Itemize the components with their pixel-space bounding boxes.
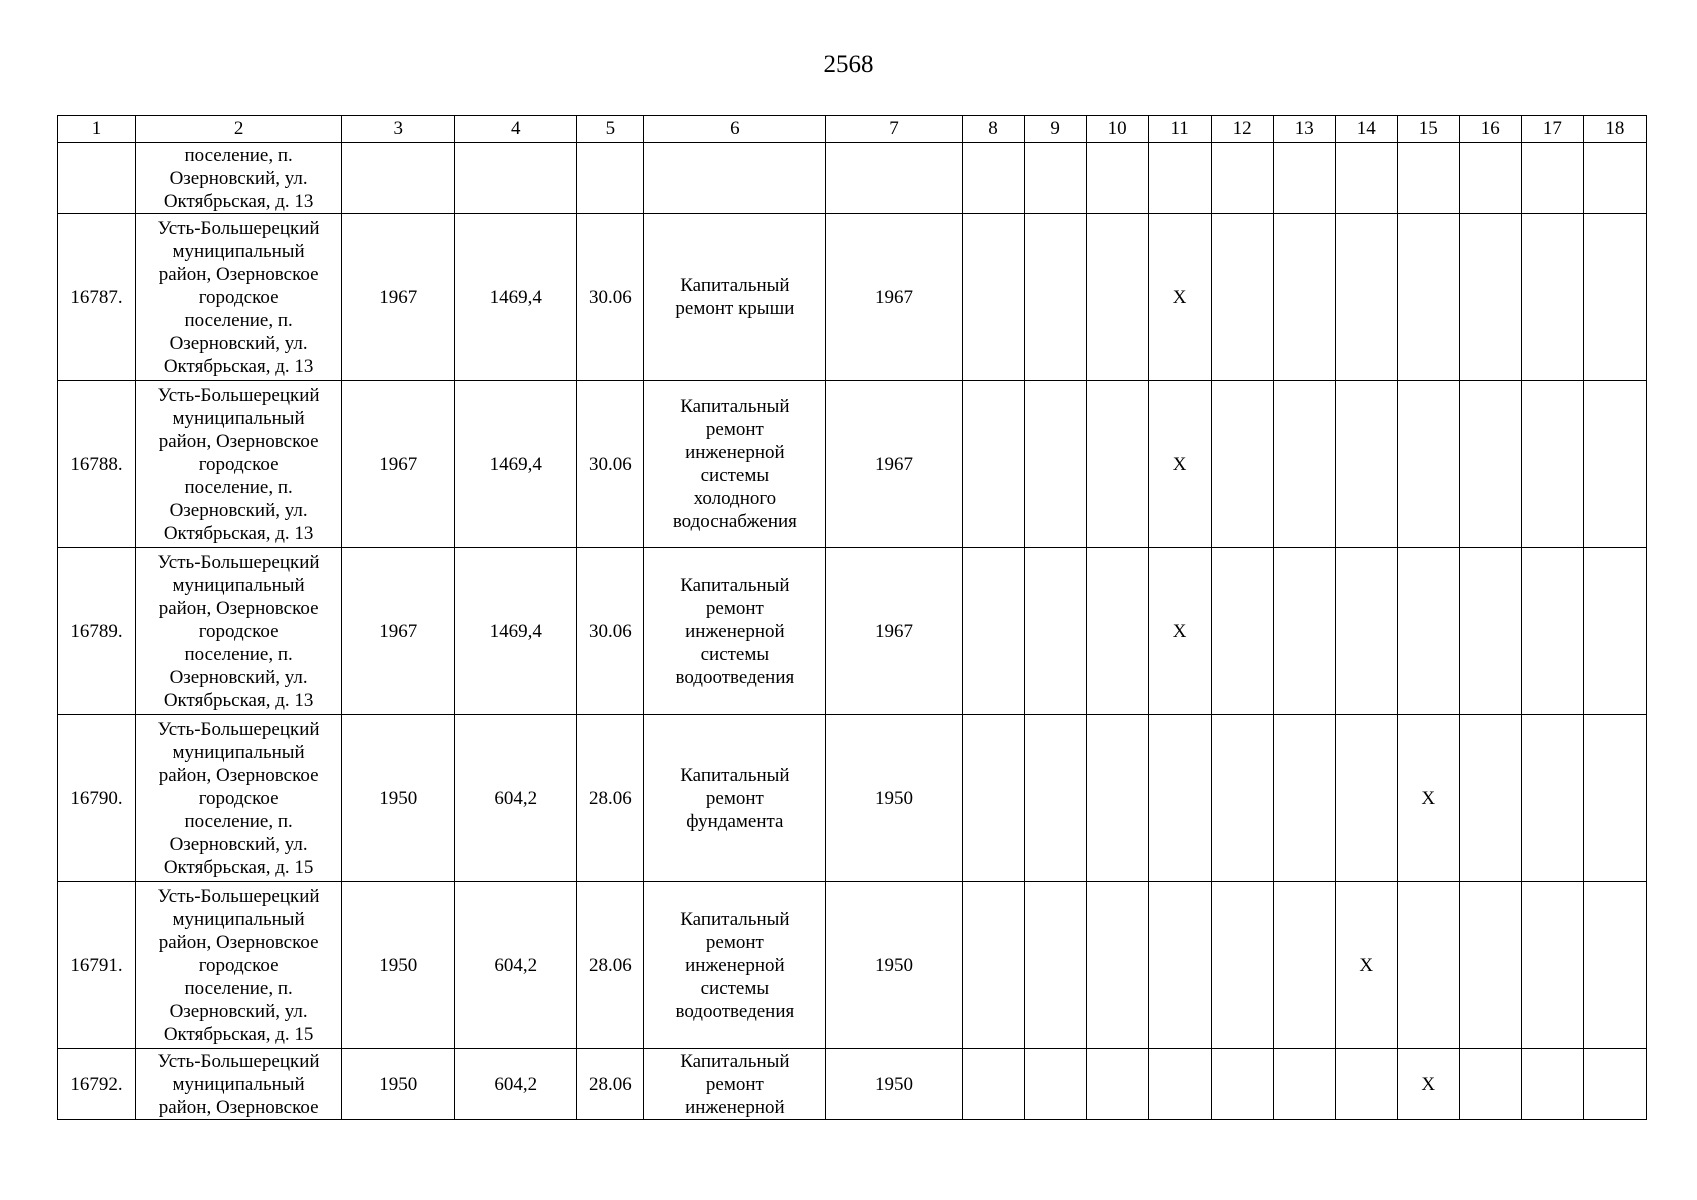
- wear-cell: 30.06: [577, 381, 644, 548]
- address-cell-line: Октябрьская, д. 13: [163, 355, 314, 377]
- empty-cell: [1583, 548, 1646, 715]
- work-type-cell-line: Капитальный: [680, 574, 790, 596]
- wear-cell: 30.06: [577, 548, 644, 715]
- column-header: 8: [962, 116, 1024, 143]
- empty-cell: [1521, 214, 1583, 381]
- column-header: 15: [1397, 116, 1459, 143]
- empty-cell: [1024, 381, 1086, 548]
- address-cell: [136, 143, 342, 214]
- row-number-cell: 16787.: [58, 214, 136, 381]
- empty-cell: [1521, 882, 1583, 1049]
- work-type-cell-line: инженерной: [685, 954, 785, 976]
- empty-cell: [1024, 548, 1086, 715]
- address-cell-line: городское: [198, 787, 279, 809]
- address-cell-line: район, Озерновское: [158, 597, 319, 619]
- address-cell-line: муниципальный: [172, 240, 305, 262]
- column-header: 1: [58, 116, 136, 143]
- empty-cell: [1148, 715, 1211, 882]
- address-cell: [136, 882, 342, 1049]
- work-type-cell: [644, 214, 826, 381]
- empty-cell: [1583, 1049, 1646, 1120]
- empty-cell: [1335, 548, 1397, 715]
- empty-cell: [1521, 715, 1583, 882]
- empty-cell: [1459, 882, 1521, 1049]
- column-header: 9: [1024, 116, 1086, 143]
- column-header: 5: [577, 116, 644, 143]
- work-type-cell: [644, 715, 826, 882]
- work-type-cell-line: ремонт: [705, 419, 764, 440]
- schedule-mark-cell: X: [1148, 381, 1211, 548]
- empty-cell: [962, 882, 1024, 1049]
- work-type-cell: [644, 381, 826, 548]
- empty-cell: [1211, 381, 1273, 548]
- work-type-cell-line: системы: [700, 465, 770, 486]
- address-cell-line: Озерновский, ул.: [169, 499, 308, 521]
- empty-cell: [1397, 214, 1459, 381]
- area-cell: 604,2: [455, 1049, 577, 1120]
- address-cell-line: Октябрьская, д. 15: [163, 1023, 314, 1045]
- empty-cell: [1397, 381, 1459, 548]
- empty-cell: [1335, 1049, 1397, 1120]
- empty-cell: [1335, 143, 1397, 214]
- work-type-cell-line: водоотведения: [675, 666, 795, 688]
- column-header: 10: [1086, 116, 1148, 143]
- empty-cell: [1211, 214, 1273, 381]
- empty-cell: [1024, 882, 1086, 1049]
- empty-cell: [1273, 715, 1335, 882]
- empty-cell: [1211, 143, 1273, 214]
- work-type-cell-line: инженерной: [685, 442, 785, 463]
- address-cell-line: Октябрьская, д. 13: [163, 190, 314, 212]
- empty-cell: [962, 143, 1024, 214]
- empty-cell: [1521, 381, 1583, 548]
- empty-cell: [1273, 214, 1335, 381]
- schedule-mark-cell: X: [1335, 882, 1397, 1049]
- repair-schedule-table: [57, 115, 1647, 1120]
- empty-cell: [1583, 882, 1646, 1049]
- address-cell-line: поселение, п.: [184, 144, 293, 166]
- address-cell-line: Октябрьская, д. 13: [163, 689, 314, 711]
- empty-cell: [1148, 882, 1211, 1049]
- empty-cell: [1211, 548, 1273, 715]
- empty-cell: [1086, 548, 1148, 715]
- empty-cell: [1211, 715, 1273, 882]
- work-type-cell: [644, 882, 826, 1049]
- year-commission-cell: 1967: [826, 381, 962, 548]
- empty-cell: [1397, 548, 1459, 715]
- year-commission-cell: 1967: [826, 548, 962, 715]
- address-cell-line: городское: [198, 286, 279, 308]
- empty-cell: [1335, 715, 1397, 882]
- area-cell: 604,2: [455, 882, 577, 1049]
- schedule-mark-cell: X: [1148, 214, 1211, 381]
- column-header: 3: [342, 116, 455, 143]
- empty-cell: [1148, 1049, 1211, 1120]
- empty-cell: [1459, 1049, 1521, 1120]
- table-row-continuation: [58, 143, 1647, 214]
- year-built-cell: 1967: [342, 381, 455, 548]
- empty-cell: [962, 1049, 1024, 1120]
- empty-cell: [1583, 143, 1646, 214]
- work-type-cell-line: Капитальный: [680, 396, 790, 417]
- empty-cell: [1459, 381, 1521, 548]
- address-cell-line: городское: [198, 453, 279, 475]
- work-type-cell-line: ремонт: [705, 931, 764, 953]
- column-header: 6: [644, 116, 826, 143]
- table-row: [58, 882, 1647, 1049]
- year-commission-cell: 1950: [826, 882, 962, 1049]
- address-cell-line: Озерновский, ул.: [169, 167, 308, 189]
- empty-cell: [1086, 715, 1148, 882]
- column-header: 17: [1521, 116, 1583, 143]
- table-row: [58, 381, 1647, 548]
- work-type-cell-line: инженерной: [685, 620, 785, 642]
- empty-cell: [577, 143, 644, 214]
- empty-cell: [1521, 143, 1583, 214]
- column-header: 11: [1148, 116, 1211, 143]
- empty-cell: [1273, 381, 1335, 548]
- empty-cell: [1086, 214, 1148, 381]
- work-type-cell-line: ремонт: [705, 1073, 764, 1095]
- table-row: [58, 548, 1647, 715]
- address-cell-line: Озерновский, ул.: [169, 332, 308, 354]
- address-cell-line: муниципальный: [172, 407, 305, 429]
- empty-cell: [1273, 143, 1335, 214]
- row-number-cell: 16789.: [58, 548, 136, 715]
- area-cell: 1469,4: [455, 548, 577, 715]
- address-cell-line: Озерновский, ул.: [169, 833, 308, 855]
- work-type-cell-line: системы: [700, 643, 770, 665]
- address-cell-line: Октябрьская, д. 13: [163, 522, 314, 544]
- address-cell-line: район, Озерновское: [158, 1096, 319, 1118]
- column-header: 14: [1335, 116, 1397, 143]
- wear-cell: 30.06: [577, 214, 644, 381]
- work-type-cell-line: системы: [700, 977, 770, 999]
- schedule-mark-cell: X: [1148, 548, 1211, 715]
- empty-cell: [1459, 715, 1521, 882]
- empty-cell: [1273, 548, 1335, 715]
- address-cell-line: Усть-Большерецкий: [157, 551, 320, 573]
- table-body: [58, 143, 1647, 1120]
- work-type-cell-line: ремонт: [705, 597, 764, 619]
- year-built-cell: 1950: [342, 715, 455, 882]
- area-cell: 1469,4: [455, 214, 577, 381]
- page-number: 2568: [823, 51, 874, 78]
- empty-cell: [1459, 548, 1521, 715]
- row-number-cell: 16790.: [58, 715, 136, 882]
- address-cell: [136, 214, 342, 381]
- row-number-cell: 16792.: [58, 1049, 136, 1120]
- year-built-cell: 1950: [342, 882, 455, 1049]
- column-header: 4: [455, 116, 577, 143]
- empty-cell: [1086, 381, 1148, 548]
- address-cell: [136, 548, 342, 715]
- empty-cell: [1024, 715, 1086, 882]
- row-number-cell: 16788.: [58, 381, 136, 548]
- empty-cell: [1273, 1049, 1335, 1120]
- schedule-mark-cell: X: [1397, 715, 1459, 882]
- empty-cell: [962, 381, 1024, 548]
- address-cell-line: Озерновский, ул.: [169, 666, 308, 688]
- work-type-cell-line: водоснабжения: [672, 511, 797, 532]
- column-header: 18: [1583, 116, 1646, 143]
- empty-cell: [962, 715, 1024, 882]
- year-built-cell: 1967: [342, 548, 455, 715]
- empty-cell: [1024, 1049, 1086, 1120]
- schedule-mark-cell: X: [1397, 1049, 1459, 1120]
- empty-cell: [1583, 214, 1646, 381]
- area-cell: 604,2: [455, 715, 577, 882]
- empty-cell: [1024, 143, 1086, 214]
- address-cell: [136, 715, 342, 882]
- address-cell-line: Усть-Большерецкий: [157, 718, 320, 740]
- address-cell-line: поселение, п.: [184, 977, 293, 999]
- year-commission-cell: 1950: [826, 1049, 962, 1120]
- address-cell-line: район, Озерновское: [158, 263, 319, 285]
- address-cell-line: Октябрьская, д. 15: [163, 856, 314, 878]
- table-row: [58, 1049, 1647, 1120]
- work-type-cell-line: Капитальный: [680, 764, 790, 786]
- year-commission-cell: 1967: [826, 214, 962, 381]
- column-number-header-row: [58, 116, 1647, 143]
- year-commission-cell: 1950: [826, 715, 962, 882]
- empty-cell: [1397, 143, 1459, 214]
- empty-cell: [1024, 214, 1086, 381]
- work-type-cell-line: Капитальный: [680, 1050, 790, 1072]
- empty-cell: [1273, 882, 1335, 1049]
- empty-cell: [1583, 381, 1646, 548]
- address-cell-line: муниципальный: [172, 908, 305, 930]
- wear-cell: 28.06: [577, 715, 644, 882]
- address-cell-line: городское: [198, 620, 279, 642]
- work-type-cell-line: инженерной: [685, 1096, 785, 1118]
- empty-cell: [1086, 143, 1148, 214]
- work-type-cell-line: холодного: [693, 488, 777, 509]
- address-cell-line: поселение, п.: [184, 309, 293, 331]
- empty-cell: [1335, 381, 1397, 548]
- address-cell-line: район, Озерновское: [158, 764, 319, 786]
- column-header: 7: [826, 116, 962, 143]
- address-cell: [136, 1049, 342, 1120]
- empty-cell: [644, 143, 826, 214]
- address-cell-line: поселение, п.: [184, 476, 293, 498]
- wear-cell: 28.06: [577, 882, 644, 1049]
- table-row: [58, 214, 1647, 381]
- empty-cell: [1148, 143, 1211, 214]
- address-cell-line: муниципальный: [172, 741, 305, 763]
- empty-cell: [1521, 548, 1583, 715]
- empty-cell: [1521, 1049, 1583, 1120]
- area-cell: 1469,4: [455, 381, 577, 548]
- empty-cell: [962, 548, 1024, 715]
- empty-cell: [1086, 882, 1148, 1049]
- address-cell: [136, 381, 342, 548]
- empty-cell: [1459, 143, 1521, 214]
- address-cell-line: район, Озерновское: [158, 931, 319, 953]
- year-built-cell: 1967: [342, 214, 455, 381]
- column-header: 12: [1211, 116, 1273, 143]
- address-cell-line: городское: [198, 954, 279, 976]
- row-number-cell: 16791.: [58, 882, 136, 1049]
- work-type-cell-line: фундамента: [686, 810, 784, 832]
- address-cell-line: Усть-Большерецкий: [157, 885, 320, 907]
- work-type-cell-line: Капитальный: [680, 908, 790, 930]
- work-type-cell-line: ремонт: [705, 787, 764, 809]
- row-number-cell: [58, 143, 136, 214]
- address-cell-line: Озерновский, ул.: [169, 1000, 308, 1022]
- address-cell-line: муниципальный: [172, 574, 305, 596]
- address-cell-line: поселение, п.: [184, 643, 293, 665]
- work-type-cell-line: ремонт крыши: [675, 298, 795, 319]
- empty-cell: [826, 143, 962, 214]
- empty-cell: [1211, 882, 1273, 1049]
- empty-cell: [1335, 214, 1397, 381]
- empty-cell: [1086, 1049, 1148, 1120]
- empty-cell: [1211, 1049, 1273, 1120]
- empty-cell: [1583, 715, 1646, 882]
- column-header: 2: [136, 116, 342, 143]
- address-cell-line: поселение, п.: [184, 810, 293, 832]
- address-cell-line: Усть-Большерецкий: [157, 384, 320, 406]
- table-row: [58, 715, 1647, 882]
- empty-cell: [455, 143, 577, 214]
- column-header: 13: [1273, 116, 1335, 143]
- empty-cell: [962, 214, 1024, 381]
- empty-cell: [342, 143, 455, 214]
- address-cell-line: Усть-Большерецкий: [157, 1050, 320, 1072]
- column-header: 16: [1459, 116, 1521, 143]
- work-type-cell-line: Капитальный: [680, 275, 790, 296]
- wear-cell: 28.06: [577, 1049, 644, 1120]
- address-cell-line: муниципальный: [172, 1073, 305, 1095]
- empty-cell: [1459, 214, 1521, 381]
- empty-cell: [1397, 882, 1459, 1049]
- address-cell-line: район, Озерновское: [158, 430, 319, 452]
- work-type-cell: [644, 1049, 826, 1120]
- address-cell-line: Усть-Большерецкий: [157, 217, 320, 239]
- year-built-cell: 1950: [342, 1049, 455, 1120]
- work-type-cell-line: водоотведения: [675, 1000, 795, 1022]
- work-type-cell: [644, 548, 826, 715]
